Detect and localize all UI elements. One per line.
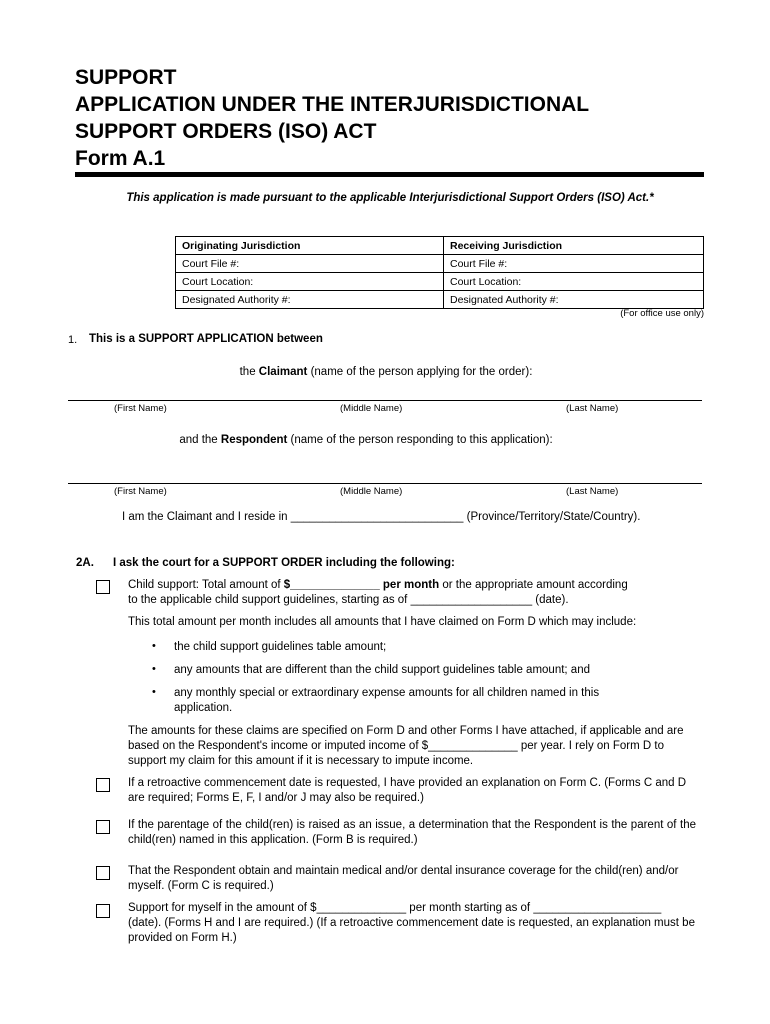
receiving-court-location[interactable]: Court Location: [444, 273, 704, 291]
bullet-1: the child support guidelines table amount; [174, 641, 387, 653]
respondent-prefix: and the [179, 434, 221, 446]
retroactive-checkbox[interactable] [96, 778, 110, 792]
bullet-3: any monthly special or extraordinary expense amounts for all children named in this application. [174, 687, 600, 714]
title-divider [75, 172, 704, 177]
claimant-residence[interactable]: I am the Claimant and I reside in ___________________________ (Province/Territory/State/Country). [122, 511, 641, 523]
child-support-text [128, 578, 696, 608]
insurance-checkbox[interactable] [96, 866, 110, 880]
self-support-checkbox[interactable] [96, 904, 110, 918]
respondent-suffix: (name of the person responding to this application): [287, 434, 553, 446]
parentage-checkbox[interactable] [96, 820, 110, 834]
section-2a-number: 2A. [76, 557, 94, 569]
receiving-jurisdiction-heading: Receiving Jurisdiction [444, 237, 704, 255]
title-line-1: SUPPORT [75, 66, 177, 89]
claimant-label: Claimant [258, 366, 308, 378]
respondent-name-field[interactable] [68, 483, 702, 484]
child-support-checkbox[interactable] [96, 580, 110, 594]
intro-statement: This application is made pursuant to the applicable Interjurisdictional Support Orders (ISO) Act.* [126, 192, 654, 204]
originating-designated-authority[interactable]: Designated Authority #: [176, 291, 444, 309]
originating-court-file[interactable]: Court File #: [176, 255, 444, 273]
claimant-last-name-caption: (Last Name) [566, 403, 619, 414]
claims-note: The amounts for these claims are specified on Form D and other Forms I have attached, if applicable and are based on the Respondent's income or imputed income of $______________ per year. I rely on Form D to support my claim for this amount if it is necessary to impute income. [128, 725, 684, 767]
office-use-note: (For office use only) [620, 308, 704, 319]
claimant-instruction [68, 366, 704, 378]
claimant-name-field[interactable] [68, 400, 702, 401]
claimant-first-name-caption: (First Name) [114, 403, 167, 414]
receiving-court-file[interactable]: Court File #: [444, 255, 704, 273]
respondent-label: Respondent [220, 434, 288, 446]
form-title [75, 64, 705, 172]
child-support-line-2[interactable]: to the applicable child support guidelines, starting as of ___________________ (date). [128, 594, 569, 606]
claimant-prefix: the [239, 366, 259, 378]
originating-jurisdiction-heading: Originating Jurisdiction [176, 237, 444, 255]
title-line-4: Form A.1 [75, 147, 166, 170]
title-line-2: APPLICATION UNDER THE INTERJURISDICTIONAL [75, 93, 590, 116]
child-support-line-1 [128, 578, 696, 593]
jurisdiction-table [175, 236, 704, 309]
bullet-1-marker: • [152, 640, 156, 652]
parentage-text: If the parentage of the child(ren) is raised as an issue, a determination that the Respondent is the parent of the child(ren) named in this application. (Form B is required.) [128, 819, 696, 846]
child-support-amount-label: Child support: Total amount of [128, 579, 284, 591]
retroactive-text: If a retroactive commencement date is requested, I have provided an explanation on Form C. (Forms C and D are required; Forms E, F, I and/or J may also be required.) [128, 777, 687, 804]
insurance-text: That the Respondent obtain and maintain medical and/or dental insurance coverage for the child(ren) and/or myself. (Form C is required.) [128, 865, 679, 892]
respondent-instruction [48, 434, 684, 446]
section-2a-heading: I ask the court for a SUPPORT ORDER including the following: [113, 557, 455, 569]
bullet-2: any amounts that are different than the child support guidelines table amount; and [174, 664, 590, 676]
claimant-suffix: (name of the person applying for the order): [307, 366, 533, 378]
bullet-2-marker: • [152, 663, 156, 675]
respondent-first-name-caption: (First Name) [114, 486, 167, 497]
respondent-last-name-caption: (Last Name) [566, 486, 619, 497]
section-1-heading: This is a SUPPORT APPLICATION between [89, 333, 323, 345]
title-line-3: SUPPORT ORDERS (ISO) ACT [75, 120, 377, 143]
originating-court-location[interactable]: Court Location: [176, 273, 444, 291]
total-amount-note: This total amount per month includes all amounts that I have claimed on Form D which may include: [128, 616, 637, 628]
bullet-3-marker: • [152, 686, 156, 698]
child-support-guidelines-text: or the appropriate amount according [439, 579, 628, 591]
receiving-designated-authority[interactable]: Designated Authority #: [444, 291, 704, 309]
child-support-amount-field[interactable]: $______________ per month [283, 579, 440, 591]
claimant-middle-name-caption: (Middle Name) [340, 403, 403, 414]
respondent-middle-name-caption: (Middle Name) [340, 486, 403, 497]
section-1-number: 1. [68, 334, 78, 346]
self-support-text: Support for myself in the amount of $______________ per month starting as of ____________________ (date). (Forms H and I are required.) (If a retroactive commencement date is requested, an explanation must be provided on Form H.) [128, 902, 695, 944]
